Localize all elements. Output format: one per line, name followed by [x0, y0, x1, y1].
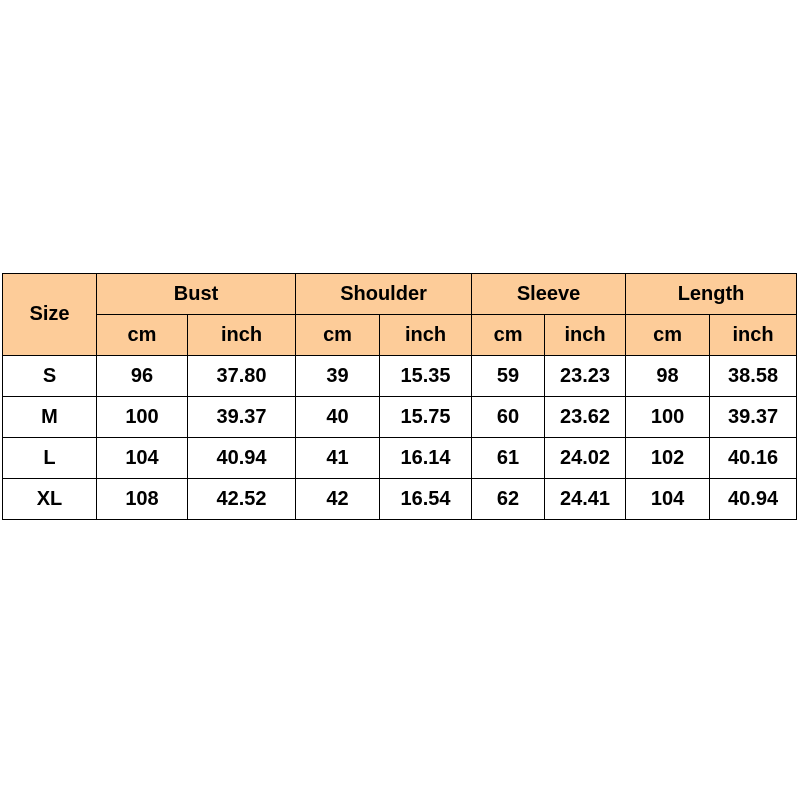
- value-cell: 38.58: [710, 356, 797, 397]
- value-cell: 60: [472, 397, 545, 438]
- value-cell: 61: [472, 438, 545, 479]
- value-cell: 40: [296, 397, 380, 438]
- value-cell: 15.75: [380, 397, 472, 438]
- header-row-groups: [3, 274, 797, 315]
- value-cell: 96: [97, 356, 188, 397]
- value-cell: 23.62: [545, 397, 626, 438]
- unit-cell: inch: [545, 315, 626, 356]
- table-row: [3, 397, 797, 438]
- value-cell: 100: [626, 397, 710, 438]
- unit-cell: inch: [380, 315, 472, 356]
- value-cell: 23.23: [545, 356, 626, 397]
- header-size: Size: [3, 274, 97, 356]
- value-cell: 62: [472, 479, 545, 520]
- value-cell: 16.14: [380, 438, 472, 479]
- header-bust: Bust: [97, 274, 296, 315]
- table-body: [3, 356, 797, 520]
- unit-cell: inch: [188, 315, 296, 356]
- value-cell: 98: [626, 356, 710, 397]
- value-cell: 39: [296, 356, 380, 397]
- table-row: [3, 438, 797, 479]
- value-cell: 16.54: [380, 479, 472, 520]
- value-cell: 104: [97, 438, 188, 479]
- unit-cell: cm: [626, 315, 710, 356]
- value-cell: 24.41: [545, 479, 626, 520]
- value-cell: 24.02: [545, 438, 626, 479]
- value-cell: 37.80: [188, 356, 296, 397]
- unit-cell: inch: [710, 315, 797, 356]
- size-chart-table: [2, 273, 797, 520]
- value-cell: 42.52: [188, 479, 296, 520]
- value-cell: 108: [97, 479, 188, 520]
- unit-cell: cm: [296, 315, 380, 356]
- table-row: [3, 479, 797, 520]
- unit-cell: cm: [97, 315, 188, 356]
- size-cell: M: [3, 397, 97, 438]
- value-cell: 41: [296, 438, 380, 479]
- value-cell: 102: [626, 438, 710, 479]
- unit-cell: cm: [472, 315, 545, 356]
- size-cell: L: [3, 438, 97, 479]
- value-cell: 15.35: [380, 356, 472, 397]
- value-cell: 40.94: [710, 479, 797, 520]
- header-shoulder: Shoulder: [296, 274, 472, 315]
- size-cell: S: [3, 356, 97, 397]
- value-cell: 39.37: [710, 397, 797, 438]
- header-row-units: [3, 315, 797, 356]
- header-length: Length: [626, 274, 797, 315]
- size-cell: XL: [3, 479, 97, 520]
- value-cell: 40.94: [188, 438, 296, 479]
- value-cell: 40.16: [710, 438, 797, 479]
- value-cell: 59: [472, 356, 545, 397]
- value-cell: 104: [626, 479, 710, 520]
- header-sleeve: Sleeve: [472, 274, 626, 315]
- value-cell: 42: [296, 479, 380, 520]
- table-row: [3, 356, 797, 397]
- value-cell: 39.37: [188, 397, 296, 438]
- value-cell: 100: [97, 397, 188, 438]
